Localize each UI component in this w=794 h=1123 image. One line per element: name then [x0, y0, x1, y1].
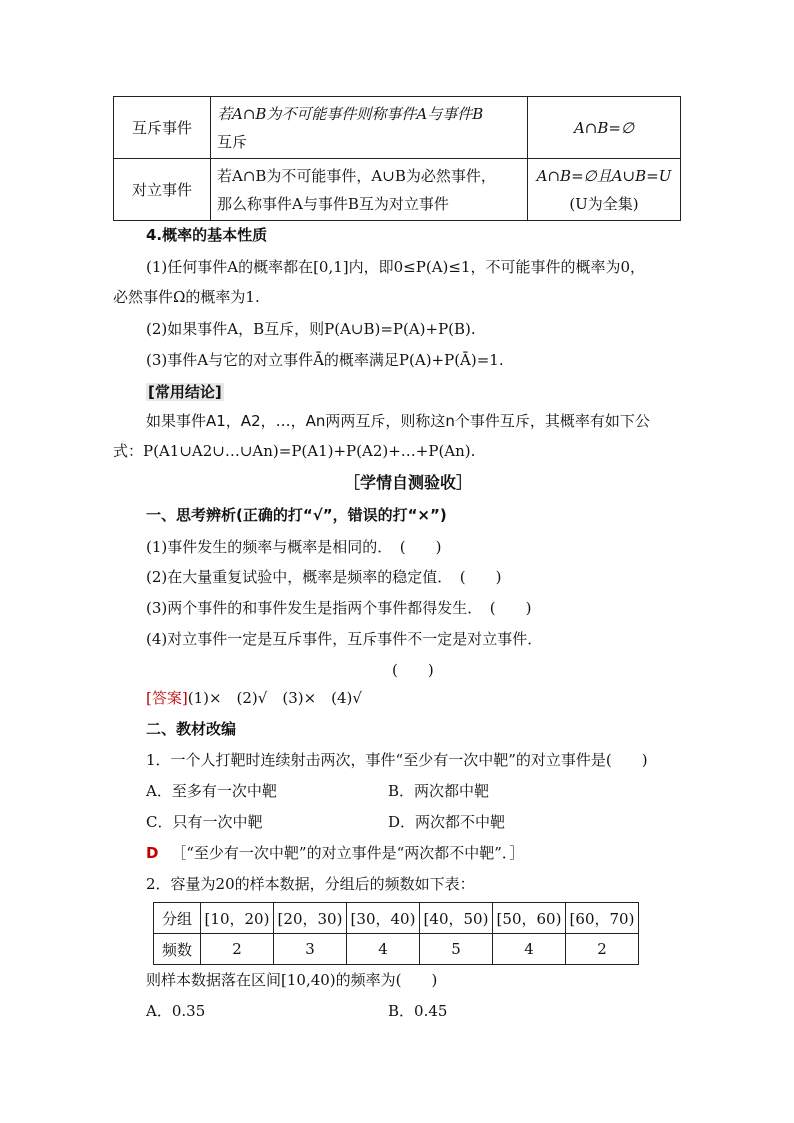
- part1-title: 一、思考辨析(正确的打“√”，错误的打“×”): [146, 506, 447, 524]
- judge-item-3: (3)两个事件的和事件发生是指两个事件都得发生． ( ): [146, 599, 532, 617]
- q1-option-c: C．只有一次中靶: [146, 813, 263, 831]
- judge-item-4-paren: ( ): [392, 661, 434, 679]
- q1-answer-explain: ［“至少有一次中靶”的对立事件是“两次都不中靶”．］: [171, 844, 525, 862]
- q2-option-a: A．0.35: [146, 1002, 206, 1020]
- conclusion-formula: 式：P(A1∪A2∪…∪An)=P(A1)+P(A2)+…+P(An).: [113, 442, 476, 460]
- freq-cell: 2: [201, 934, 274, 965]
- row-label: 分组: [154, 903, 201, 934]
- event-name-cell: [114, 159, 211, 221]
- judge-item-2: (2)在大量重复试验中，概率是频率的稳定值． ( ): [146, 568, 502, 586]
- definition-line: 若A∩B为不可能事件则称事件A与事件B: [217, 104, 484, 123]
- freq-cell: 2: [566, 934, 639, 965]
- event-definition-cell: [211, 159, 528, 221]
- event-symbol-cell: [528, 97, 681, 159]
- q1-stem: 1．一个人打靶时连续射击两次，事件“至少有一次中靶”的对立事件是( ): [146, 751, 648, 769]
- answer-line: [146, 687, 362, 709]
- event-definition-cell: [211, 97, 528, 159]
- event-name: 互斥事件: [131, 119, 192, 137]
- property-1-line2: 必然事件Ω的概率为1.: [113, 288, 260, 306]
- group-cell: [50，60): [493, 903, 566, 934]
- q1-option-d: D．两次都不中靶: [388, 813, 506, 831]
- definition-line: 那么称事件A与事件B互为对立事件: [217, 194, 449, 213]
- definition-line: 若A∩B为不可能事件，A∪B为必然事件，: [217, 166, 496, 185]
- freq-cell: 5: [420, 934, 493, 965]
- conclusion-label-text: [常用结论]: [148, 383, 222, 401]
- q1-option-b: B．两次都中靶: [388, 782, 490, 800]
- row-label: 频数: [154, 934, 201, 965]
- conclusion-line1: 如果事件A1，A2，…，An两两互斥，则称这n个事件互斥，其概率有如下公: [146, 412, 650, 430]
- property-3: (3)事件A与它的对立事件Ā的概率满足P(A)+P(Ā)=1.: [146, 351, 504, 369]
- section-heading: 4.概率的基本性质: [146, 226, 268, 244]
- group-cell: [20，30): [274, 903, 347, 934]
- freq-cell: 4: [493, 934, 566, 965]
- q2-option-b: B．0.45: [388, 1002, 448, 1020]
- symbol-line: A∩B=∅: [573, 118, 635, 137]
- freq-cell: 4: [347, 934, 420, 965]
- q1-answer-letter: D: [146, 844, 159, 862]
- q2-question: 则样本数据落在区间[10,40)的频率为( ): [146, 971, 438, 989]
- answer-label: [答案]: [146, 689, 188, 707]
- part2-title: 二、教材改编: [146, 720, 237, 738]
- self-test-title: ［学情自测验收］: [344, 473, 473, 492]
- answer-text: (1)× (2)√ (3)× (4)√: [187, 689, 362, 707]
- event-definition-table: [113, 96, 681, 221]
- judge-item-1: (1)事件发生的频率与概率是相同的． ( ): [146, 538, 442, 556]
- event-name-cell: [114, 97, 211, 159]
- event-name: 对立事件: [131, 181, 192, 199]
- conclusion-label: [146, 381, 224, 403]
- q2-stem: 2．容量为20的样本数据，分组后的频数如下表：: [146, 875, 475, 893]
- property-1-line1: (1)任何事件A的概率都在[0,1]内，即0≤P(A)≤1，不可能事件的概率为0，: [146, 258, 646, 276]
- group-cell: [60，70): [566, 903, 639, 934]
- judge-item-4: (4)对立事件一定是互斥事件，互斥事件不一定是对立事件．: [146, 630, 543, 648]
- event-symbol-cell: [528, 159, 681, 221]
- group-cell: [10，20): [201, 903, 274, 934]
- definition-line: 互斥: [217, 132, 248, 151]
- q1-answer: [146, 842, 524, 864]
- q1-option-a: A．至多有一次中靶: [146, 782, 277, 800]
- freq-cell: 3: [274, 934, 347, 965]
- symbol-line: (U为全集): [569, 194, 639, 213]
- symbol-line: A∩B=∅且A∪B=U: [536, 166, 672, 185]
- group-cell: [30，40): [347, 903, 420, 934]
- frequency-table: [153, 902, 639, 965]
- group-cell: [40，50): [420, 903, 493, 934]
- property-2: (2)如果事件A，B互斥，则P(A∪B)=P(A)+P(B).: [146, 320, 476, 338]
